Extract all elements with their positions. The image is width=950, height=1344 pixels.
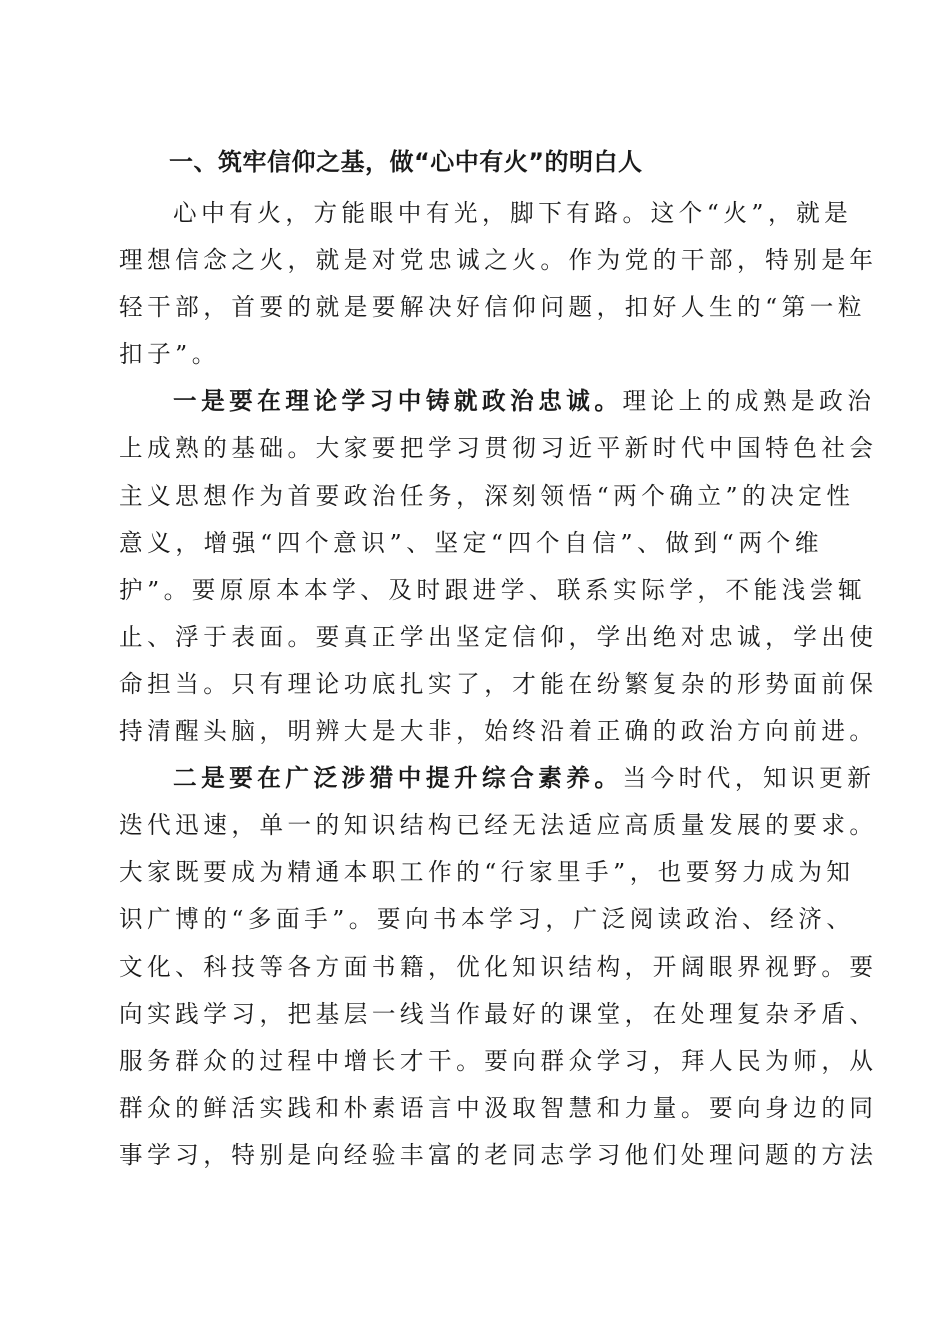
paragraph-lead: 一是要在理论学习中铸就政治忠诚。 [173,387,623,416]
paragraph-point-two [119,755,878,1179]
paragraph-line [119,755,876,802]
paragraph-line: 大家既要成为精通本职工作的“行家里手”，也要努力成为知 [119,858,855,887]
paragraph-line: 理想信念之火，就是对党忠诚之火。作为党的干部，特别是年 [119,246,878,275]
paragraph-line: 命担当。只有理论功底扎实了，才能在纷繁复杂的形势面前保 [119,669,878,698]
paragraph-line: 止、浮于表面。要真正学出坚定信仰，学出绝对忠诚，学出使 [119,622,878,651]
paragraph-lead-rest: 理论上的成熟是政治 [622,387,876,416]
paragraph-line: 服务群众的过程中增长才干。要向群众学习，拜人民为师，从 [119,1046,878,1075]
paragraph-line: 事学习，特别是向经验丰富的老同志学习他们处理问题的方法 [119,1140,878,1169]
paragraph-line: 心中有火，方能眼中有光，脚下有路。这个“火”，就是 [173,199,853,227]
paragraph-line: 上成熟的基础。大家要把学习贯彻习近平新时代中国特色社会 [119,434,878,463]
paragraph-line: 向实践学习，把基层一线当作最好的课堂，在处理复杂矛盾、 [119,999,878,1028]
paragraph-line: 群众的鲜活实践和朴素语言中汲取智慧和力量。要向身边的同 [119,1093,878,1122]
paragraph-point-one [119,378,878,755]
paragraph-line: 扣子”。 [119,340,220,369]
document-body [119,134,878,1179]
paragraph-line: 意义，增强“四个意识”、坚定“四个自信”、做到“两个维 [119,528,823,557]
paragraph-line: 主义思想作为首要政治任务，深刻领悟“两个确立”的决定性 [119,481,855,510]
paragraph-lead: 二是要在广泛涉猎中提升综合素养。 [173,764,623,793]
paragraph-line [119,378,876,425]
paragraph-intro [119,190,878,378]
paragraph-lead-rest: 当今时代，知识更新 [622,764,876,793]
paragraph-line: 护”。要原原本本学、及时跟进学、联系实际学，不能浅尝辄 [119,575,866,604]
paragraph-line: 持清醒头脑，明辨大是大非，始终沿着正确的政治方向前进。 [119,717,878,746]
paragraph-line: 文化、科技等各方面书籍，优化知识结构，开阔眼界视野。要 [119,952,878,981]
paragraph-line: 迭代迅速，单一的知识结构已经无法适应高质量发展的要求。 [119,811,878,840]
section-heading: 一、筑牢信仰之基，做“心中有火”的明白人 [169,148,643,176]
paragraph-line: 轻干部，首要的就是要解决好信仰问题，扣好人生的“第一粒 [119,293,866,322]
paragraph-line: 识广博的“多面手”。要向书本学习，广泛阅读政治、经济、 [119,905,855,934]
